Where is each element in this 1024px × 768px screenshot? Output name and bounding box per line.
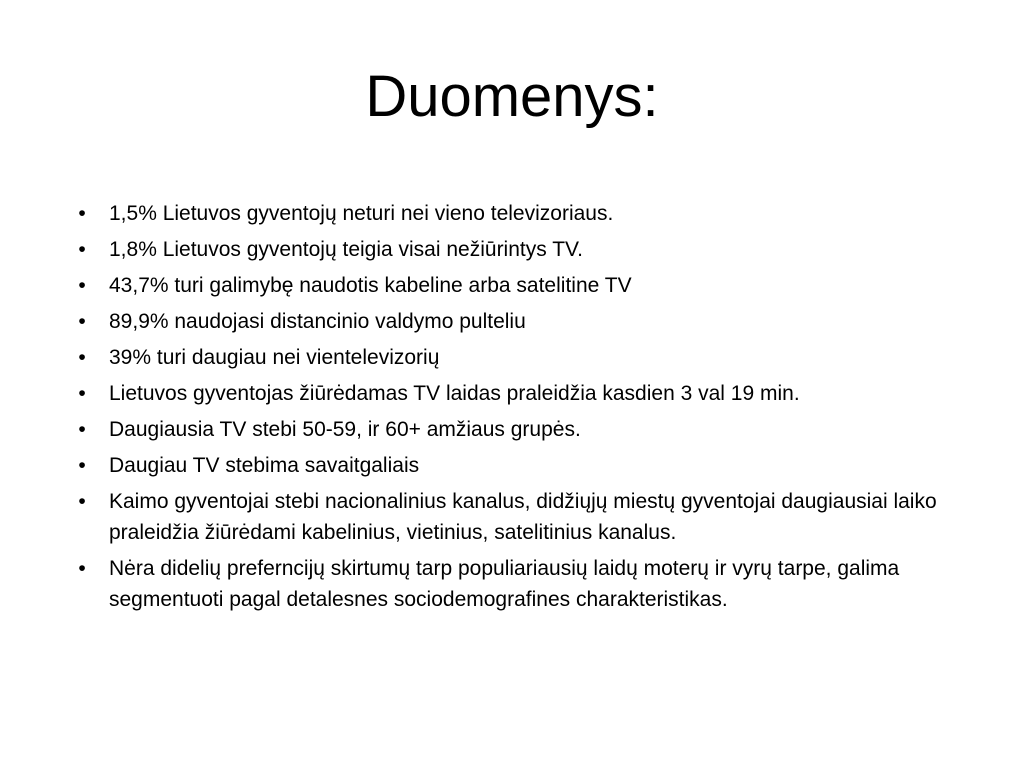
list-item [72, 553, 972, 615]
list-item [72, 306, 972, 337]
list-item [72, 450, 972, 481]
list-item [72, 234, 972, 265]
list-item-text: Kaimo gyventojai stebi nacionalinius kanalus, didžiųjų miestų gyventojai daugiausiai laiko praleidžia žiūrėdami kabelinius, vietinius, satelitinius kanalus. [109, 490, 937, 544]
list-item-text: 1,5% Lietuvos gyventojų neturi nei vieno televizoriaus. [109, 202, 614, 225]
bullet-marker: • [78, 418, 86, 441]
list-item-text: 1,8% Lietuvos gyventojų teigia visai nežiūrintys TV. [109, 238, 583, 261]
list-item-text: 89,9% naudojasi distancinio valdymo pulteliu [109, 310, 526, 333]
list-item [72, 270, 972, 301]
list-item [72, 342, 972, 373]
list-item [72, 486, 972, 548]
bullet-marker: • [78, 202, 86, 225]
bullet-marker: • [78, 238, 86, 261]
list-item [72, 414, 972, 445]
bullet-marker: • [78, 382, 86, 405]
list-item-text: Daugiau TV stebima savaitgaliais [109, 454, 420, 477]
list-item-text: 39% turi daugiau nei vientelevizorių [109, 346, 440, 369]
bullet-marker: • [78, 310, 86, 333]
list-item-text: 43,7% turi galimybę naudotis kabeline arba satelitine TV [109, 274, 632, 297]
bullet-marker: • [78, 274, 86, 297]
bullet-marker: • [78, 557, 86, 580]
list-item [72, 378, 972, 409]
list-item-text: Daugiausia TV stebi 50-59, ir 60+ amžiaus grupės. [109, 418, 581, 441]
list-item-text: Nėra didelių preferncijų skirtumų tarp populiariausių laidų moterų ir vyrų tarpe, galima segmentuoti pagal detalesnes sociodemografines charakteristikas. [109, 557, 900, 611]
bullet-marker: • [78, 454, 86, 477]
bullet-marker: • [78, 490, 86, 513]
slide-title: Duomenys: [365, 64, 659, 129]
bullet-list [72, 198, 972, 620]
list-item-text: Lietuvos gyventojas žiūrėdamas TV laidas praleidžia kasdien 3 val 19 min. [109, 382, 800, 405]
bullet-marker: • [78, 346, 86, 369]
list-item [72, 198, 972, 229]
